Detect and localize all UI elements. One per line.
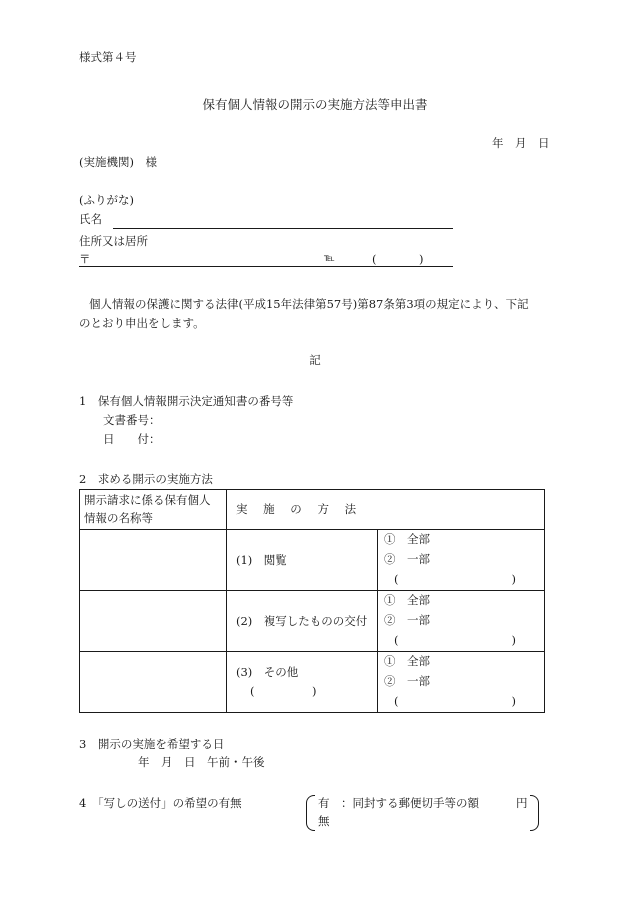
table-row <box>80 591 545 652</box>
option-part[interactable]: ② 一部 <box>384 674 430 689</box>
info-name-cell[interactable] <box>80 652 227 713</box>
address-label: 住所又は居所 <box>79 234 148 248</box>
option-all[interactable]: ① 全部 <box>384 654 430 669</box>
name-label: 氏名 <box>79 212 102 226</box>
option-detail[interactable]: ( ) <box>394 693 516 708</box>
method-label: (2) 複写したものの交付 <box>236 613 368 628</box>
mailing-no-option[interactable]: 無 <box>318 814 330 828</box>
postal-mark: 〒 <box>79 252 91 266</box>
preferred-date-line[interactable]: 年 月 日 午前・午後 <box>138 755 265 769</box>
table-row <box>80 530 545 591</box>
info-name-cell[interactable] <box>80 530 227 591</box>
option-part[interactable]: ② 一部 <box>384 613 430 628</box>
option-all[interactable]: ① 全部 <box>384 532 430 547</box>
right-bracket <box>530 795 539 831</box>
option-part[interactable]: ② 一部 <box>384 552 430 567</box>
tel-paren: ( ) <box>372 252 426 266</box>
option-detail[interactable]: ( ) <box>394 632 516 647</box>
method-cell <box>227 652 378 713</box>
table-header-method: 実 施 の 方 法 <box>227 490 545 530</box>
form-number: 様式第４号 <box>79 50 137 64</box>
table-row <box>80 652 545 713</box>
tel-mark: ℡ <box>324 253 335 264</box>
option-cell <box>378 591 545 652</box>
method-cell <box>227 591 378 652</box>
intro-line-1: 個人情報の保護に関する法律(平成15年法律第57号)第87条第3項の規定により、下記 <box>89 297 529 311</box>
section3-title: 3 開示の実施を希望する日 <box>79 737 225 751</box>
option-detail[interactable]: ( ) <box>394 571 516 586</box>
yen-label: 円 <box>516 796 528 810</box>
address-underline[interactable] <box>79 266 453 267</box>
name-underline[interactable] <box>113 228 453 229</box>
document-title: 保有個人情報の開示の実施方法等申出書 <box>202 97 428 112</box>
method-label: (3) その他 <box>236 665 299 680</box>
notice-date-label: 日 付： <box>103 432 161 446</box>
intro-line-2: のとおり申出をします。 <box>79 316 205 330</box>
section1-title: 1 保有個人情報開示決定通知書の番号等 <box>79 394 294 408</box>
info-name-cell[interactable] <box>80 591 227 652</box>
option-all[interactable]: ① 全部 <box>384 593 430 608</box>
ki-label: 記 <box>309 353 321 367</box>
mailing-yes-option[interactable]: 有 ：同封する郵便切手等の額 <box>318 796 479 810</box>
method-cell <box>227 530 378 591</box>
addressee: (実施機関) 様 <box>79 155 157 169</box>
option-cell <box>378 652 545 713</box>
furigana-label: (ふりがな) <box>79 193 134 207</box>
option-cell <box>378 530 545 591</box>
doc-number-label: 文書番号： <box>103 413 161 427</box>
method-table <box>79 489 545 713</box>
date-field[interactable]: 年 月 日 <box>492 136 550 150</box>
left-bracket <box>306 795 315 831</box>
table-header-info-name: 開示請求に係る保有個人 情報の名称等 <box>80 490 227 530</box>
other-method-paren[interactable]: ( ) <box>250 684 317 698</box>
section2-title: 2 求める開示の実施方法 <box>79 472 213 486</box>
method-label: (1) 閲覧 <box>236 552 287 567</box>
section4-title: 4 「写しの送付」の希望の有無 <box>79 796 242 810</box>
